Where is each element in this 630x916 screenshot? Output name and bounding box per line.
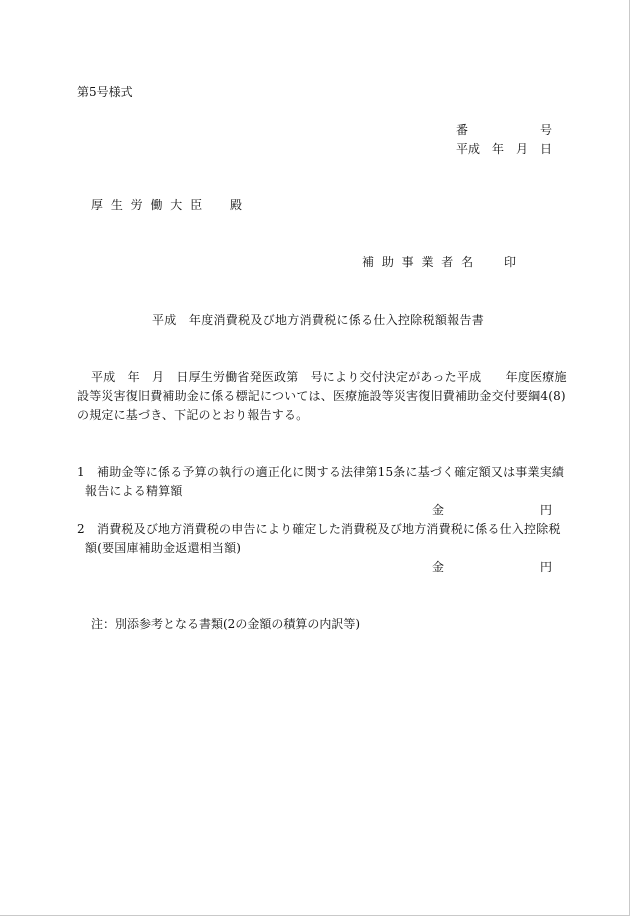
- note-text: 注：別添参考となる書類(2の金額の積算の内訳等): [91, 617, 360, 631]
- recipient-honorific: 殿: [230, 198, 243, 212]
- date-day: 日: [540, 142, 553, 156]
- recipient-name: 厚 生 労 働 大 臣: [91, 198, 205, 212]
- item-1-amount-prefix: 金: [432, 503, 445, 517]
- document-number-label: 番: [456, 123, 469, 137]
- item-2-amount-prefix: 金: [432, 560, 445, 574]
- item-2-text: 2 消費税及び地方消費税の申告により確定した消費税及び地方消費税に係る仕入控除税: [77, 522, 561, 536]
- body-text-line: 設等災害復旧費補助金に係る標記については、医療施設等災害復旧費補助金交付要綱4(8): [77, 389, 566, 403]
- applicant-name-label: 補 助 事 業 者 名: [362, 255, 476, 269]
- body-text-line: の規定に基づき、下記のとおり報告する。: [77, 408, 309, 422]
- document-title: 平成 年度消費税及び地方消費税に係る仕入控除税額報告書: [152, 313, 485, 327]
- item-1-text-continued: 報告による精算額: [85, 484, 183, 498]
- document-number-suffix: 号: [540, 123, 553, 137]
- item-1-amount-suffix: 円: [540, 503, 553, 517]
- item-1-text: 1 補助金等に係る予算の執行の適正化に関する法律第15条に基づく確定額又は事業実績: [77, 465, 565, 479]
- date-year: 年: [492, 142, 505, 156]
- seal-label: 印: [504, 255, 517, 269]
- item-2-amount-suffix: 円: [540, 560, 553, 574]
- date-era: 平成: [456, 142, 481, 156]
- form-number: 第5号様式: [77, 85, 133, 99]
- date-month: 月: [516, 142, 529, 156]
- item-2-text-continued: 額(要国庫補助金返還相当額): [85, 541, 242, 555]
- body-text-line: 平成 年 月 日厚生労働省発医政第 号により交付決定があった平成 年度医療施: [91, 370, 567, 384]
